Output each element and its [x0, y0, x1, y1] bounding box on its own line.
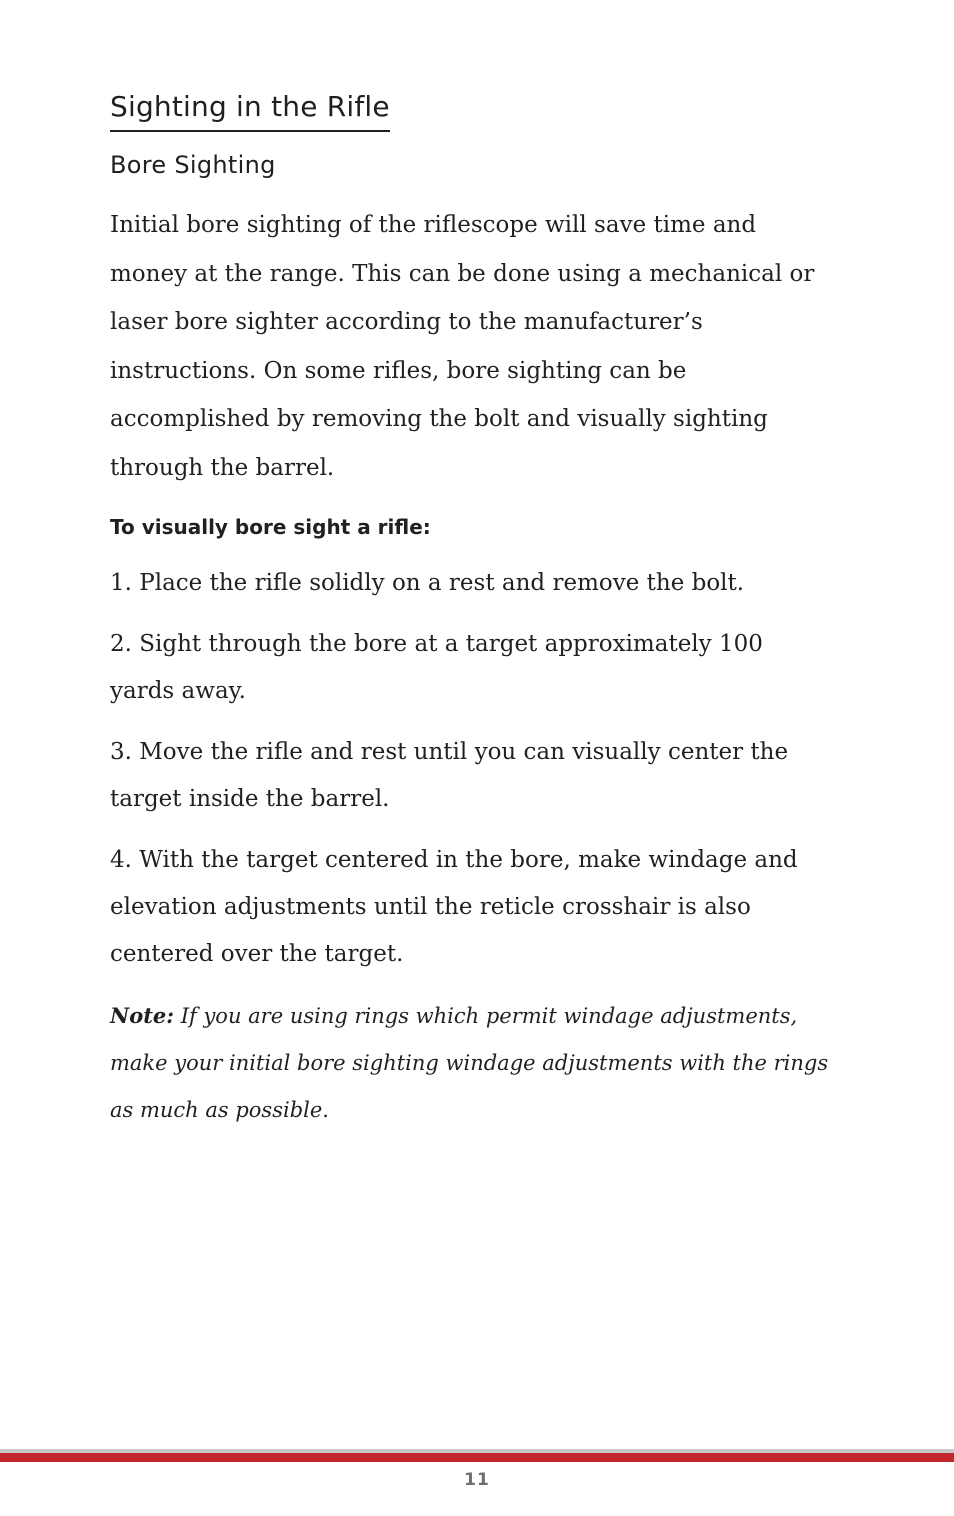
step-4: 4. With the target centered in the bore, make windage and elevation adjustments until the reticle crosshair is also centered over the target. — [110, 847, 798, 967]
note — [110, 992, 830, 1134]
procedure-heading: To visually bore sight a rifle: — [110, 515, 431, 539]
note-text: If you are using rings which permit windage adjustments, make your initial bore sighting windage adjustments with the rings as much as possible. — [110, 1004, 829, 1122]
note-label: Note: — [110, 1003, 175, 1028]
section-title: Sighting in the Rifle — [110, 88, 390, 132]
subsection-title: Bore Sighting — [110, 151, 276, 179]
page-number: 11 — [464, 1470, 490, 1490]
page-content — [110, 88, 830, 1134]
step-2: 2. Sight through the bore at a target approximately 100 yards away. — [110, 631, 763, 704]
footer-rule-red — [0, 1453, 954, 1462]
step-1: 1. Place the rifle solidly on a rest and remove the bolt. — [110, 570, 745, 596]
steps-list — [110, 560, 830, 978]
step-3: 3. Move the rifle and rest until you can visually center the target inside the barrel. — [110, 739, 789, 812]
intro-paragraph: Initial bore sighting of the riflescope will save time and money at the range. This can be done using a mechanical or laser bore sighter according to the manufacturer’s instructions. On some rifles, bore sighting can be accomplished by removing the bolt and visually sighting through the barrel. — [110, 212, 815, 481]
